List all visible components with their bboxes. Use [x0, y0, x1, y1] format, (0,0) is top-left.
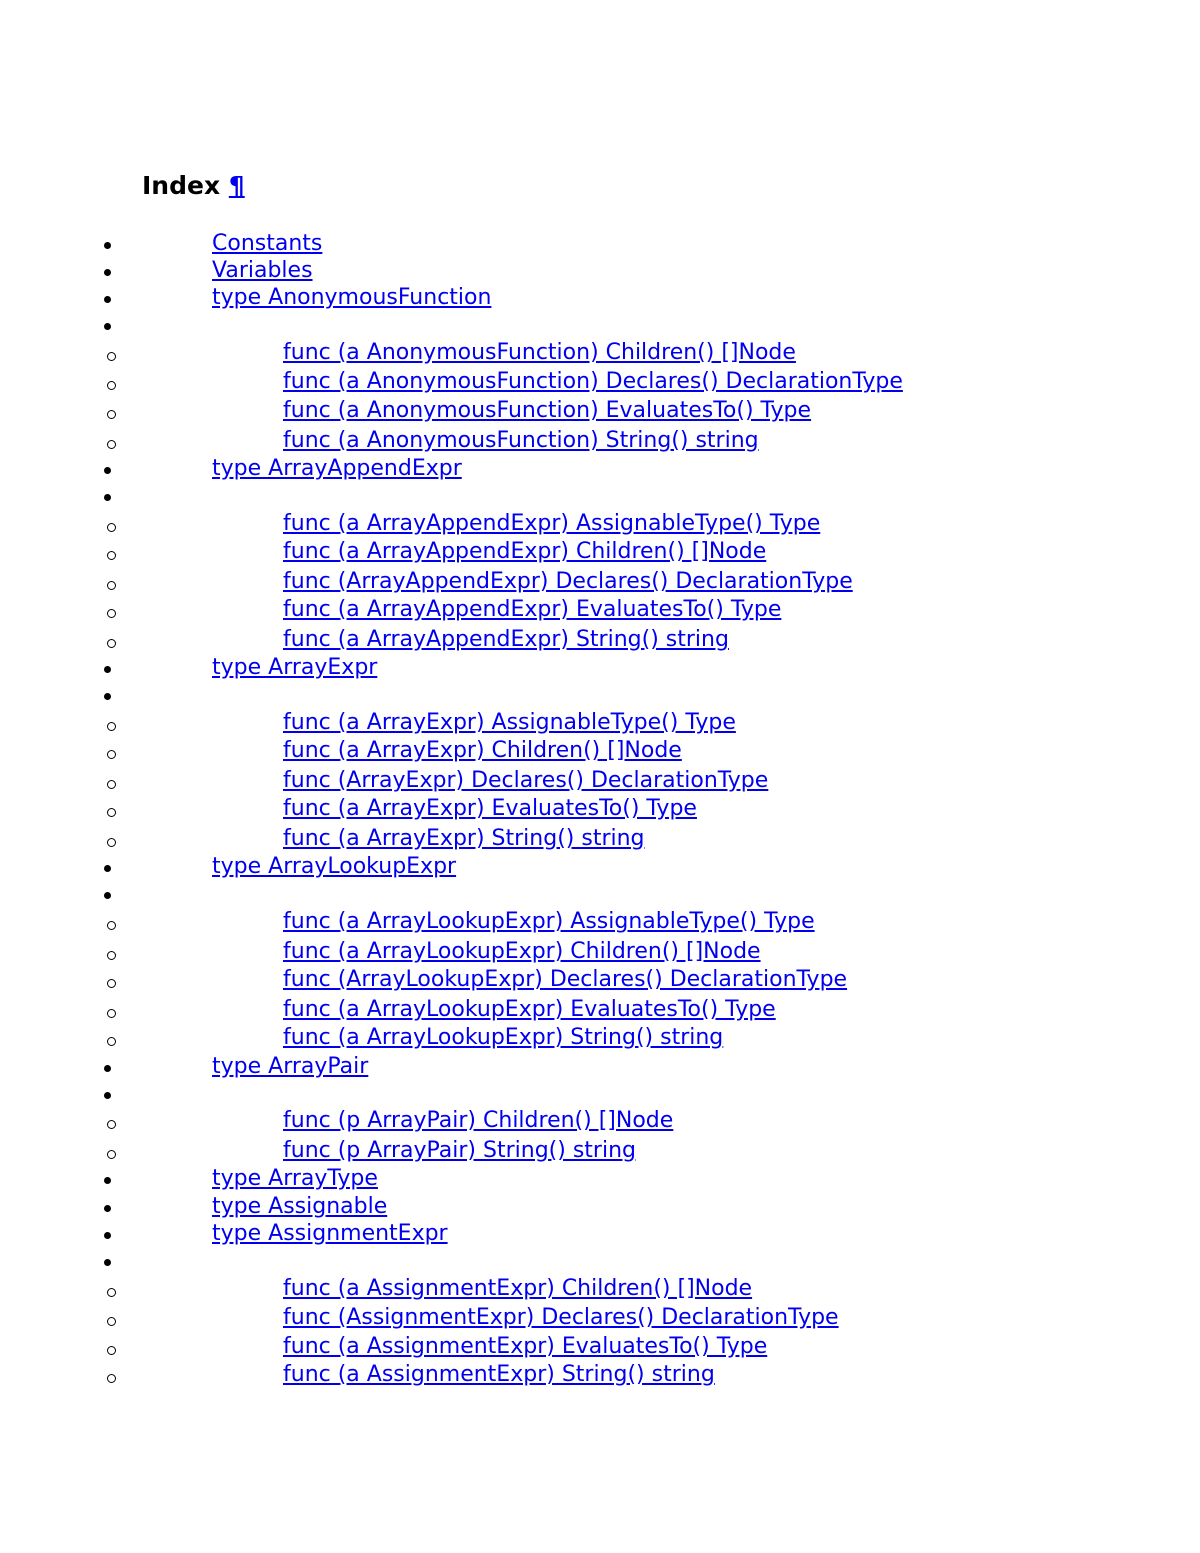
- method-link[interactable]: func (p ArrayPair) Children() []Node: [283, 1108, 674, 1133]
- bullet-circle-icon: [107, 609, 116, 618]
- bullet-circle-icon: [107, 750, 116, 759]
- list-item: [0, 427, 1200, 455]
- method-link[interactable]: func (a ArrayAppendExpr) Children() []Node: [283, 539, 767, 564]
- bullet-circle-icon: [107, 1037, 116, 1046]
- bullet-circle-icon: [107, 838, 116, 847]
- method-link[interactable]: func (ArrayExpr) Declares() DeclarationType: [283, 768, 769, 793]
- bullet-circle-icon: [107, 1317, 116, 1326]
- method-link[interactable]: func (a ArrayLookupExpr) Children() []Node: [283, 939, 761, 964]
- list-item: [0, 880, 1200, 908]
- bullet-disc-icon: [104, 494, 111, 501]
- method-link[interactable]: func (ArrayAppendExpr) Declares() DeclarationType: [283, 569, 853, 594]
- list-item: [0, 681, 1200, 709]
- method-link[interactable]: func (a AnonymousFunction) EvaluatesTo() Type: [283, 398, 812, 423]
- list-item: [0, 538, 1200, 566]
- bullet-circle-icon: [107, 979, 116, 988]
- bullet-disc-icon: [104, 269, 111, 276]
- bullet-disc-icon: [104, 693, 111, 700]
- list-item: [0, 709, 1200, 737]
- list-item: [0, 596, 1200, 624]
- index-link[interactable]: Variables: [212, 258, 313, 283]
- bullet-disc-icon: [104, 296, 111, 303]
- list-item: [0, 1220, 1200, 1248]
- bullet-disc-icon: [104, 1259, 111, 1266]
- bullet-circle-icon: [107, 639, 116, 648]
- bullet-disc-icon: [104, 242, 111, 249]
- index-link[interactable]: type ArrayLookupExpr: [212, 854, 457, 879]
- method-link[interactable]: func (ArrayLookupExpr) Declares() DeclarationType: [283, 967, 848, 992]
- bullet-circle-icon: [107, 722, 116, 731]
- index-anchor-link[interactable]: ¶: [228, 171, 245, 200]
- bullet-circle-icon: [107, 1009, 116, 1018]
- index-link[interactable]: type ArrayAppendExpr: [212, 456, 462, 481]
- method-link[interactable]: func (a ArrayAppendExpr) EvaluatesTo() Type: [283, 597, 782, 622]
- method-link[interactable]: func (a ArrayAppendExpr) String() string: [283, 627, 729, 652]
- method-link[interactable]: func (a AnonymousFunction) Children() []Node: [283, 340, 796, 365]
- list-item: [0, 626, 1200, 654]
- bullet-disc-icon: [104, 1092, 111, 1099]
- list-item: [0, 510, 1200, 538]
- bullet-circle-icon: [107, 1288, 116, 1297]
- index-link[interactable]: type AnonymousFunction: [212, 285, 492, 310]
- list-item: [0, 938, 1200, 966]
- bullet-circle-icon: [107, 921, 116, 930]
- bullet-circle-icon: [107, 808, 116, 817]
- list-item: [0, 966, 1200, 994]
- method-link[interactable]: func (a AnonymousFunction) String() string: [283, 428, 759, 453]
- list-item: [0, 737, 1200, 765]
- list-item: [0, 1165, 1200, 1193]
- method-link[interactable]: func (a ArrayExpr) EvaluatesTo() Type: [283, 796, 697, 821]
- index-link[interactable]: type AssignmentExpr: [212, 1221, 448, 1246]
- list-item: [0, 795, 1200, 823]
- bullet-circle-icon: [107, 581, 116, 590]
- bullet-circle-icon: [107, 780, 116, 789]
- list-item: [0, 1080, 1200, 1108]
- index-link[interactable]: type Assignable: [212, 1194, 388, 1219]
- list-item: [0, 1137, 1200, 1165]
- bullet-disc-icon: [104, 666, 111, 673]
- bullet-disc-icon: [104, 1065, 111, 1072]
- index-link[interactable]: type ArrayExpr: [212, 655, 378, 680]
- list-item: [0, 368, 1200, 396]
- bullet-disc-icon: [104, 1205, 111, 1212]
- method-link[interactable]: func (a AssignmentExpr) EvaluatesTo() Type: [283, 1334, 768, 1359]
- list-item: [0, 1304, 1200, 1332]
- index-link[interactable]: type ArrayType: [212, 1166, 378, 1191]
- bullet-circle-icon: [107, 440, 116, 449]
- list-item: [0, 1361, 1200, 1389]
- list-item: [0, 853, 1200, 881]
- method-link[interactable]: func (a ArrayAppendExpr) AssignableType() Type: [283, 511, 821, 536]
- method-link[interactable]: func (a AssignmentExpr) Children() []Node: [283, 1276, 753, 1301]
- method-link[interactable]: func (a ArrayLookupExpr) AssignableType() Type: [283, 909, 815, 934]
- list-item: [0, 284, 1200, 312]
- list-item: [0, 1193, 1200, 1221]
- bullet-disc-icon: [104, 1177, 111, 1184]
- bullet-circle-icon: [107, 1374, 116, 1383]
- list-item: [0, 1247, 1200, 1275]
- bullet-circle-icon: [107, 1346, 116, 1355]
- bullet-circle-icon: [107, 951, 116, 960]
- list-item: [0, 1275, 1200, 1303]
- list-item: [0, 1024, 1200, 1052]
- list-item: [0, 311, 1200, 339]
- list-item: [0, 996, 1200, 1024]
- list-item: [0, 257, 1200, 285]
- list-item: [0, 767, 1200, 795]
- method-link[interactable]: func (a ArrayExpr) String() string: [283, 826, 645, 851]
- list-item: [0, 654, 1200, 682]
- bullet-circle-icon: [107, 551, 116, 560]
- list-item: [0, 1333, 1200, 1361]
- bullet-circle-icon: [107, 352, 116, 361]
- bullet-disc-icon: [104, 1232, 111, 1239]
- index-heading: [142, 169, 245, 203]
- list-item: [0, 568, 1200, 596]
- list-item: [0, 482, 1200, 510]
- bullet-circle-icon: [107, 410, 116, 419]
- list-item: [0, 1053, 1200, 1081]
- bullet-disc-icon: [104, 467, 111, 474]
- list-item: [0, 230, 1200, 258]
- index-heading-title: Index: [142, 171, 221, 200]
- list-item: [0, 455, 1200, 483]
- bullet-circle-icon: [107, 1150, 116, 1159]
- method-link[interactable]: func (a ArrayExpr) Children() []Node: [283, 738, 682, 763]
- method-link[interactable]: func (AssignmentExpr) Declares() DeclarationType: [283, 1305, 839, 1330]
- list-item: [0, 908, 1200, 936]
- list-item: [0, 1107, 1200, 1135]
- bullet-disc-icon: [104, 892, 111, 899]
- bullet-disc-icon: [104, 865, 111, 872]
- index-link[interactable]: type ArrayPair: [212, 1054, 369, 1079]
- bullet-disc-icon: [104, 323, 111, 330]
- method-link[interactable]: func (a AssignmentExpr) String() string: [283, 1362, 715, 1387]
- method-link[interactable]: func (a AnonymousFunction) Declares() DeclarationType: [283, 369, 903, 394]
- method-link[interactable]: func (p ArrayPair) String() string: [283, 1138, 636, 1163]
- list-item: [0, 397, 1200, 425]
- bullet-circle-icon: [107, 1120, 116, 1129]
- index-link[interactable]: Constants: [212, 231, 323, 256]
- bullet-circle-icon: [107, 381, 116, 390]
- method-link[interactable]: func (a ArrayLookupExpr) String() string: [283, 1025, 724, 1050]
- method-link[interactable]: func (a ArrayLookupExpr) EvaluatesTo() Type: [283, 997, 776, 1022]
- list-item: [0, 825, 1200, 853]
- method-link[interactable]: func (a ArrayExpr) AssignableType() Type: [283, 710, 736, 735]
- list-item: [0, 339, 1200, 367]
- bullet-circle-icon: [107, 523, 116, 532]
